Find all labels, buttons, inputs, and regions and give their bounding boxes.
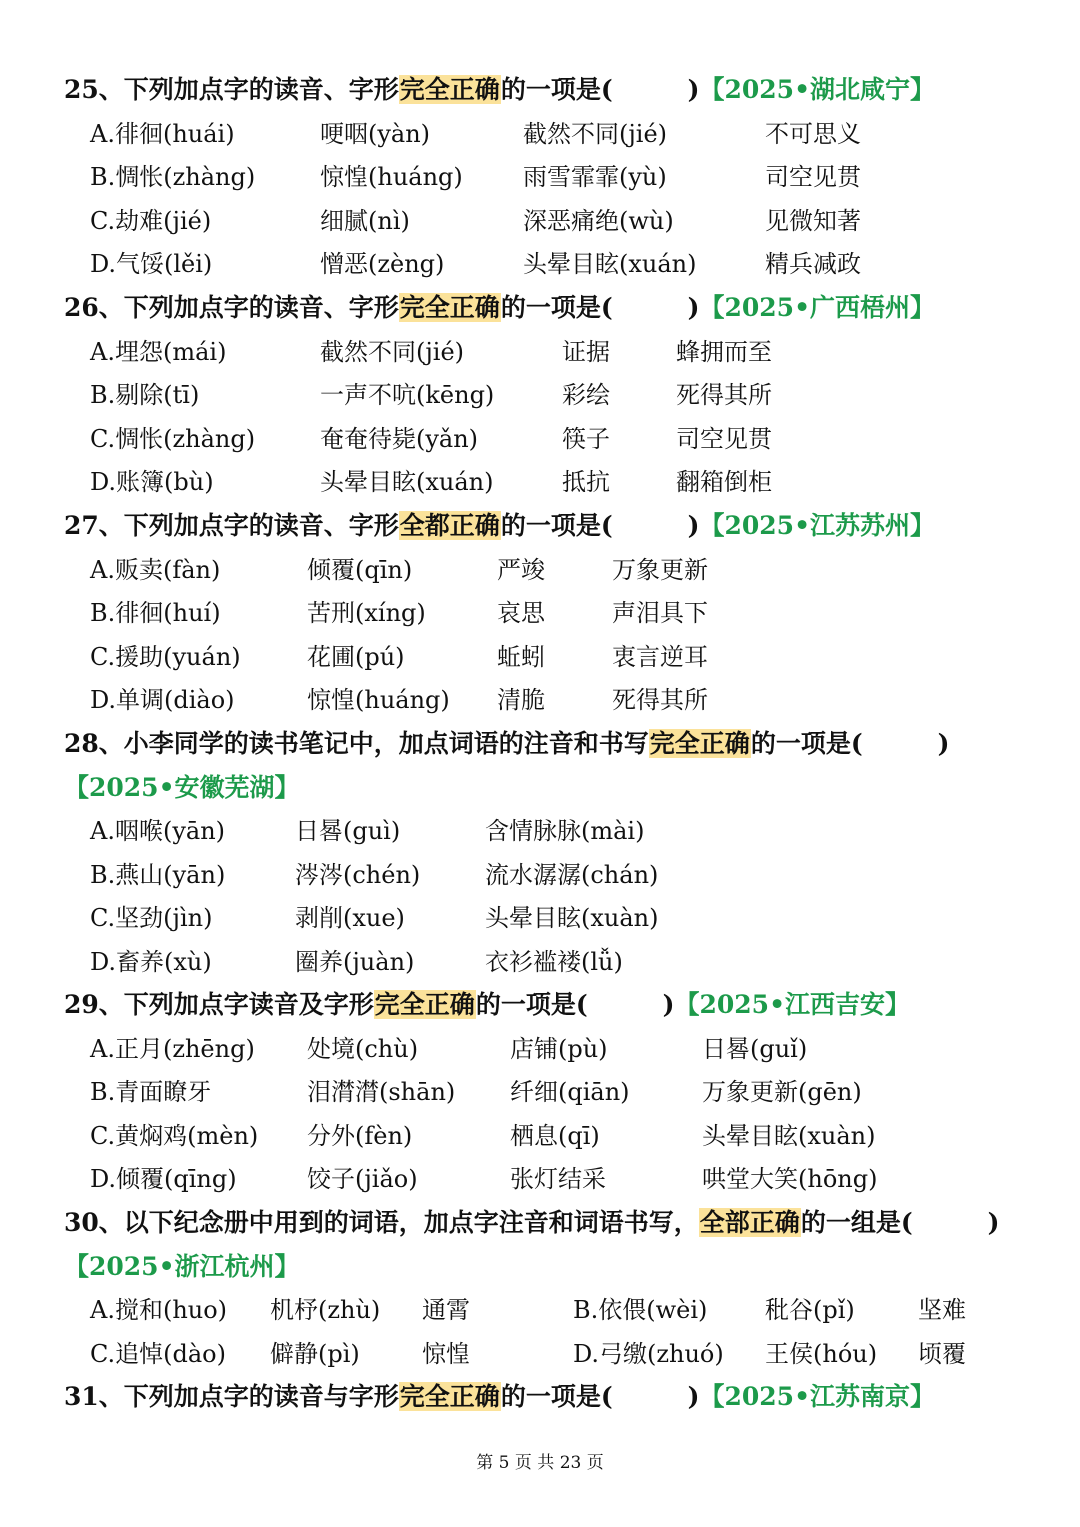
option-item: D.畜养(xù)	[90, 948, 212, 976]
question-stem	[64, 724, 949, 764]
option-item: 见微知著	[765, 206, 861, 235]
page-footer: 第 5 页 共 23 页	[476, 1453, 604, 1473]
highlight-phrase: 完全正确	[399, 75, 500, 104]
highlight-phrase: 完全正确	[399, 293, 500, 322]
question-text: 26、下列加点字的读音、字形	[64, 293, 399, 322]
option-item: 彩绘	[562, 381, 610, 410]
option-item: C.援助(yuán)	[90, 642, 241, 671]
source-tag: 【2025•广西梧州】	[699, 293, 936, 322]
question-text: 29、下列加点字读音及字形	[64, 990, 374, 1019]
question-text: 的一项是( )	[500, 293, 700, 322]
question-text: 的一项是( )	[500, 511, 700, 540]
option-item: 纤细(qiān)	[510, 1078, 630, 1107]
source-tag: 【2025•浙江杭州】	[64, 1251, 300, 1281]
option-item: 一声不吭(kēng)	[320, 381, 495, 410]
option-item: D.单调(diào)	[90, 686, 235, 715]
option-item: 截然不同(jié)	[320, 337, 465, 366]
question-text: 的一组是( )	[800, 1208, 1000, 1237]
option-item: B.青面瞭牙	[90, 1078, 212, 1107]
question-stem	[64, 288, 935, 328]
option-item: 张灯结采	[510, 1165, 606, 1194]
option-item: 栖息(qī)	[510, 1121, 600, 1150]
option-item: A.埋怨(mái)	[90, 337, 227, 366]
option-item: 日晷(guǐ)	[702, 1034, 808, 1063]
question-stem	[64, 1203, 999, 1243]
option-item: 衷言逆耳	[612, 642, 708, 671]
option-item: D.弓缴(zhuó)	[573, 1339, 724, 1368]
option-item: 筷子	[562, 424, 610, 453]
option-item: C.黄焖鸡(mèn)	[90, 1121, 259, 1150]
option-item: B.惆怅(zhàng)	[90, 163, 256, 192]
option-item: 死得其所	[676, 381, 772, 410]
option-item: 严竣	[497, 555, 545, 584]
highlight-phrase: 全部正确	[699, 1208, 800, 1237]
option-item: D.账簿(bù)	[90, 468, 214, 497]
question-text: 28、小李同学的读书笔记中，加点词语的注音和书写	[64, 729, 649, 758]
option-item: B.燕山(yān)	[90, 860, 226, 889]
option-item: 翻箱倒柜	[676, 468, 772, 497]
option-item: 含情脉脉(mài)	[485, 817, 645, 846]
option-item: 证据	[562, 337, 610, 366]
option-item: 奄奄待毙(yǎn)	[320, 424, 479, 453]
option-item: 司空见贯	[676, 424, 772, 453]
highlight-phrase: 全都正确	[399, 511, 500, 540]
option-item: 花圃(pú)	[307, 642, 405, 671]
source-tag: 【2025•江苏南京】	[699, 1382, 936, 1411]
option-item: 万象更新	[612, 555, 708, 584]
question-text: 30、以下纪念册中用到的词语，加点字注音和词语书写，	[64, 1208, 699, 1237]
option-item: A.正月(zhēng)	[90, 1034, 255, 1063]
option-item: 哄堂大笑(hōng)	[702, 1165, 878, 1194]
source-tag: 【2025•江西吉安】	[674, 990, 911, 1019]
option-item: 声泪具下	[612, 599, 708, 628]
option-item: 万象更新(gēn)	[702, 1078, 862, 1107]
option-item: 精兵减政	[765, 250, 861, 279]
option-item: 涔涔(chén)	[295, 860, 421, 889]
option-item: C.坚劲(jìn)	[90, 904, 213, 933]
option-item: 处境(chù)	[307, 1034, 419, 1063]
option-item: 分外(fèn)	[307, 1121, 413, 1150]
question-text: 的一项是( )	[500, 75, 700, 104]
option-item: 蚯蚓	[497, 642, 545, 671]
question-text: 的一项是( )	[475, 990, 675, 1019]
option-item: 坚难	[918, 1296, 966, 1325]
option-item: 圈养(juàn)	[295, 948, 415, 976]
source-tag: 【2025•江苏苏州】	[699, 511, 936, 540]
option-item: 惊惶	[422, 1339, 470, 1368]
option-item: 截然不同(jié)	[523, 119, 668, 148]
option-item: 惊惶(huáng)	[307, 686, 450, 715]
option-item: 秕谷(pǐ)	[765, 1296, 855, 1325]
question-text: 25、下列加点字的读音、字形	[64, 75, 399, 104]
option-item: 抵抗	[562, 468, 610, 497]
question-text: 27、下列加点字的读音、字形	[64, 511, 399, 540]
option-item: 哽咽(yàn)	[320, 119, 431, 148]
option-item: C.劫难(jié)	[90, 206, 212, 235]
option-item: 深恶痛绝(wù)	[523, 206, 674, 235]
option-item: B.依偎(wèi)	[573, 1296, 708, 1325]
option-item: 司空见贯	[765, 163, 861, 192]
option-item: A.徘徊(huái)	[90, 119, 235, 148]
question-text: 的一项是( )	[500, 1382, 700, 1411]
option-item: 饺子(jiǎo)	[307, 1165, 418, 1194]
option-item: A.搅和(huo)	[90, 1296, 228, 1325]
option-item: C.追悼(dào)	[90, 1339, 226, 1368]
question-stem	[64, 985, 910, 1025]
question-text: 31、下列加点字的读音与字形	[64, 1382, 399, 1411]
question-stem	[64, 1377, 935, 1417]
option-item: 头晕目眩(xuán)	[523, 250, 697, 279]
option-item: 剥削(xue)	[295, 904, 405, 933]
option-item: 日晷(guì)	[295, 817, 401, 846]
option-item: B.剔除(tī)	[90, 381, 200, 410]
option-item: B.徘徊(huí)	[90, 599, 221, 628]
highlight-phrase: 完全正确	[374, 990, 475, 1019]
option-item: 死得其所	[612, 686, 708, 715]
option-item: 头晕目眩(xuàn)	[485, 904, 659, 933]
option-item: 机杼(zhù)	[270, 1296, 381, 1325]
option-item: 僻静(pì)	[270, 1339, 360, 1368]
option-item: 店铺(pù)	[510, 1034, 608, 1063]
option-item: 苦刑(xíng)	[307, 599, 426, 628]
option-item: 倾覆(qīn)	[307, 555, 413, 584]
option-item: C.惆怅(zhàng)	[90, 424, 256, 453]
question-text: 的一项是( )	[750, 729, 950, 758]
option-item: 不可思义	[765, 119, 861, 148]
option-item: 流水潺潺(chán)	[485, 860, 659, 889]
option-item: 头晕目眩(xuàn)	[702, 1121, 876, 1150]
option-item: 头晕目眩(xuán)	[320, 468, 494, 497]
source-tag: 【2025•湖北咸宁】	[699, 75, 936, 104]
option-item: 顷覆	[918, 1339, 966, 1368]
option-item: 憎恶(zèng)	[320, 250, 445, 279]
option-item: 衣衫褴褛(lǚ)	[485, 948, 623, 976]
option-item: 王侯(hóu)	[765, 1339, 878, 1368]
option-item: 清脆	[497, 686, 545, 715]
highlight-phrase: 完全正确	[399, 1382, 500, 1411]
option-item: 细腻(nì)	[320, 206, 410, 235]
option-item: 惊惶(huáng)	[320, 163, 463, 192]
option-item: 哀思	[497, 599, 545, 628]
highlight-phrase: 完全正确	[649, 729, 750, 758]
option-item: D.倾覆(qīng)	[90, 1165, 237, 1194]
question-stem	[64, 70, 935, 110]
option-item: A.贩卖(fàn)	[90, 555, 221, 584]
option-item: A.咽喉(yān)	[90, 817, 226, 846]
question-stem	[64, 506, 935, 546]
source-tag: 【2025•安徽芜湖】	[64, 772, 300, 802]
option-item: D.气馁(lěi)	[90, 250, 213, 279]
option-item: 雨雪霏霏(yù)	[523, 163, 667, 192]
option-item: 蜂拥而至	[676, 337, 772, 366]
option-item: 通霄	[422, 1296, 470, 1325]
option-item: 泪潸潸(shān)	[307, 1078, 456, 1107]
